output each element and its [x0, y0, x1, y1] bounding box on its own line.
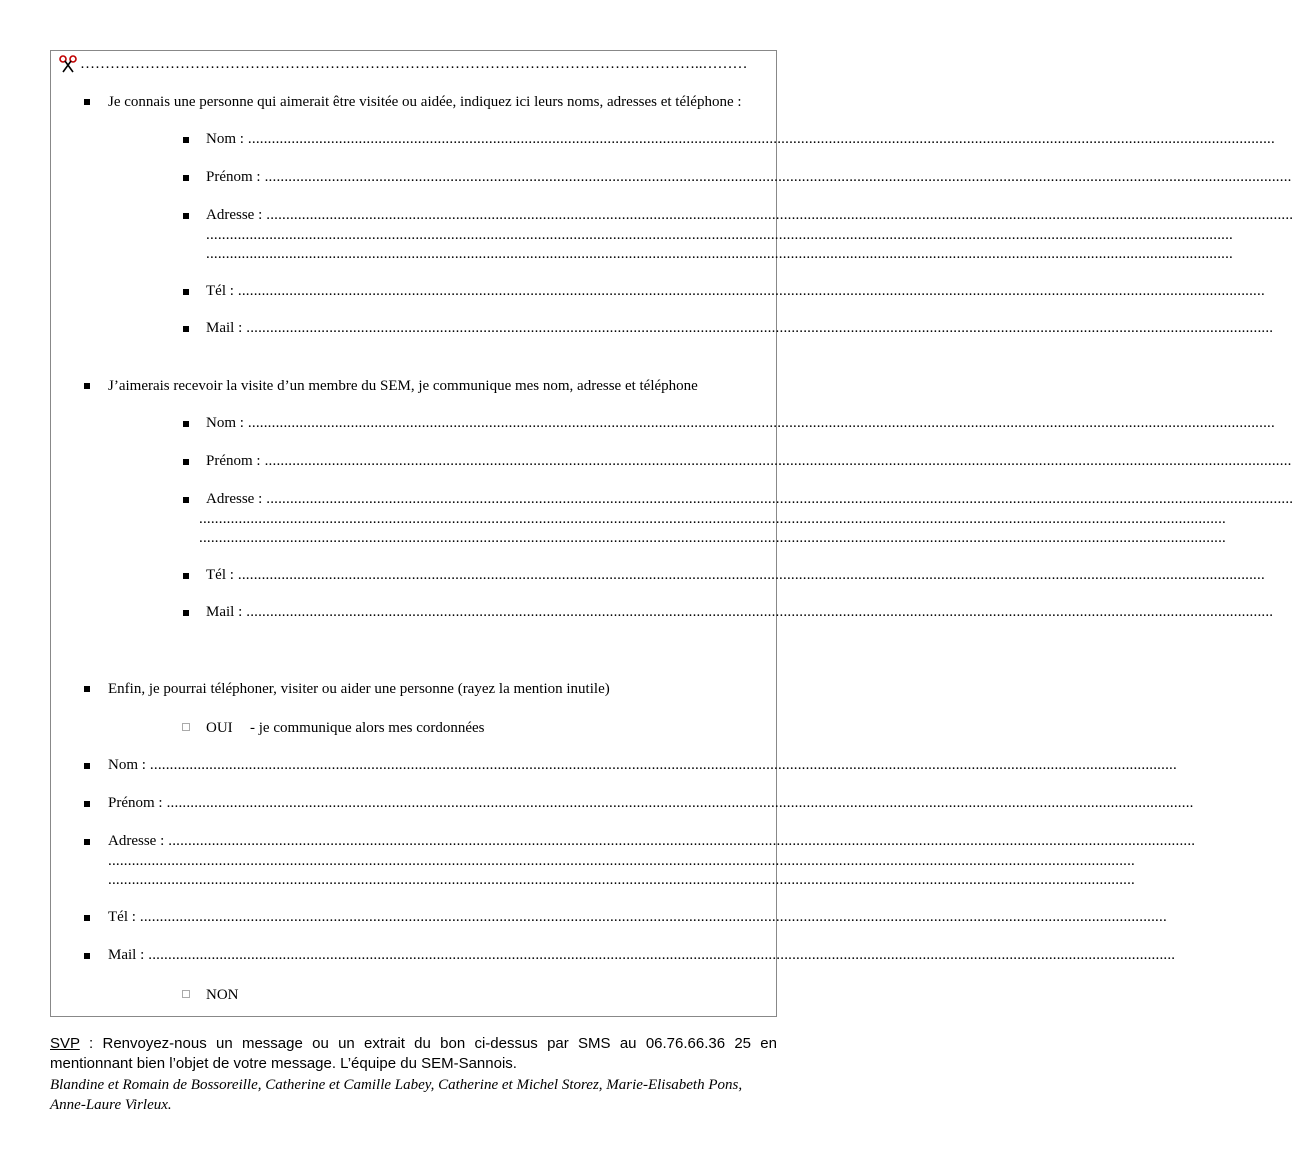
fill-dots: ....................................................................................................................................................................................................................................................................	[149, 757, 1177, 773]
s3-tel-field[interactable]	[108, 909, 1167, 927]
field-label: Nom :	[108, 757, 146, 773]
fill-dots: ....................................................................................................................................................................................................................................................................	[246, 320, 1274, 336]
bullet	[84, 763, 90, 769]
fill-dots: ....................................................................................................................................................................................................................................................................	[266, 491, 1293, 507]
s1-adresse-line2[interactable]: ....................................................................................................................................................................................................................................................................	[206, 227, 1233, 243]
non-label: NON	[206, 987, 239, 1003]
s3-adresse-line3[interactable]: ....................................................................................................................................................................................................................................................................	[108, 872, 1135, 888]
s1-adresse-line3[interactable]: ....................................................................................................................................................................................................................................................................	[206, 246, 1233, 262]
field-label: Prénom :	[108, 795, 163, 811]
field-label: Mail :	[206, 604, 243, 620]
s1-mail-field[interactable]	[206, 320, 1274, 338]
field-label: Mail :	[108, 947, 145, 963]
fill-dots: ....................................................................................................................................................................................................................................................................	[237, 283, 1265, 299]
fill-dots: ....................................................................................................................................................................................................................................................................	[168, 833, 1196, 849]
s1-prenom-field[interactable]	[206, 169, 1292, 187]
field-label: Tél :	[108, 909, 136, 925]
s2-adresse-field[interactable]	[206, 491, 1293, 509]
s3-adresse-field[interactable]	[108, 833, 1196, 851]
bullet	[84, 953, 90, 959]
scissors-icon	[58, 55, 78, 73]
bullet	[84, 383, 90, 389]
field-label: Nom :	[206, 415, 244, 431]
fill-dots: ....................................................................................................................................................................................................................................................................	[246, 604, 1274, 620]
svp-label: SVP	[50, 1035, 80, 1052]
bullet	[84, 915, 90, 921]
s2-prenom-field[interactable]	[206, 453, 1292, 471]
section3-intro: Enfin, je pourrai téléphoner, visiter ou aider une personne (rayez la mention inutile)	[108, 681, 610, 697]
section1-intro: Je connais une personne qui aimerait être visitée ou aidée, indiquez ici leurs noms, adresses et téléphone :	[108, 94, 742, 110]
bullet	[183, 137, 189, 143]
s1-nom-field[interactable]	[206, 131, 1275, 149]
field-label: Adresse :	[206, 207, 263, 223]
fill-dots: ....................................................................................................................................................................................................................................................................	[247, 131, 1275, 147]
bullet	[84, 839, 90, 845]
bullet	[183, 421, 189, 427]
oui-label: OUI	[206, 720, 233, 736]
bullet	[183, 497, 189, 503]
fill-dots: ....................................................................................................................................................................................................................................................................	[166, 795, 1194, 811]
oui-text: - je communique alors mes cordonnées	[250, 720, 485, 736]
signatures: Blandine et Romain de Bossoreille, Catherine et Camille Labey, Catherine et Michel Storez, Marie-Elisabeth Pons, Anne-Laure Virleux.	[50, 1077, 743, 1113]
fill-dots: ....................................................................................................................................................................................................................................................................	[148, 947, 1176, 963]
s2-adresse-line3[interactable]: ....................................................................................................................................................................................................................................................................	[199, 530, 1226, 546]
bullet	[183, 213, 189, 219]
field-label: Tél :	[206, 283, 234, 299]
s2-adresse-line2[interactable]: ....................................................................................................................................................................................................................................................................	[199, 511, 1226, 527]
s2-mail-field[interactable]	[206, 604, 1274, 622]
s3-mail-field[interactable]	[108, 947, 1176, 965]
cut-line	[58, 55, 758, 73]
fill-dots: ....................................................................................................................................................................................................................................................................	[237, 567, 1265, 583]
field-label: Tél :	[206, 567, 234, 583]
s3-adresse-line2[interactable]: ....................................................................................................................................................................................................................................................................	[108, 853, 1135, 869]
bullet	[183, 610, 189, 616]
s3-nom-field[interactable]	[108, 757, 1177, 775]
footer-text: : Renvoyez-nous un message ou un extrait du bon ci-dessus par SMS au 06.76.66.36 25 en mentionnant bien l’objet de votre message. L’équipe du SEM-Sannois.	[50, 1035, 777, 1072]
fill-dots: ....................................................................................................................................................................................................................................................................	[264, 453, 1292, 469]
fill-dots: ....................................................................................................................................................................................................................................................................	[139, 909, 1167, 925]
fill-dots: ....................................................................................................................................................................................................................................................................	[266, 207, 1293, 223]
bullet	[84, 686, 90, 692]
bullet	[183, 175, 189, 181]
fill-dots: ....................................................................................................................................................................................................................................................................	[264, 169, 1292, 185]
s1-adresse-field[interactable]	[206, 207, 1293, 225]
non-checkbox[interactable]	[182, 990, 190, 998]
s2-nom-field[interactable]	[206, 415, 1275, 433]
s2-tel-field[interactable]	[206, 567, 1265, 585]
bullet	[84, 99, 90, 105]
section2-intro: J’aimerais recevoir la visite d’un membre du SEM, je communique mes nom, adresse et téléphone	[108, 378, 698, 394]
cut-dots: ……………………………………………………………………………………………………………..………	[80, 56, 748, 72]
oui-checkbox[interactable]	[182, 723, 190, 731]
bullet	[183, 459, 189, 465]
field-label: Nom :	[206, 131, 244, 147]
bullet	[183, 289, 189, 295]
footer-message	[50, 1034, 777, 1074]
bullet	[84, 801, 90, 807]
field-label: Prénom :	[206, 169, 261, 185]
s3-prenom-field[interactable]	[108, 795, 1194, 813]
field-label: Prénom :	[206, 453, 261, 469]
field-label: Adresse :	[108, 833, 165, 849]
bullet	[183, 326, 189, 332]
field-label: Mail :	[206, 320, 243, 336]
bullet	[183, 573, 189, 579]
fill-dots: ....................................................................................................................................................................................................................................................................	[247, 415, 1275, 431]
s1-tel-field[interactable]	[206, 283, 1265, 301]
field-label: Adresse :	[206, 491, 263, 507]
